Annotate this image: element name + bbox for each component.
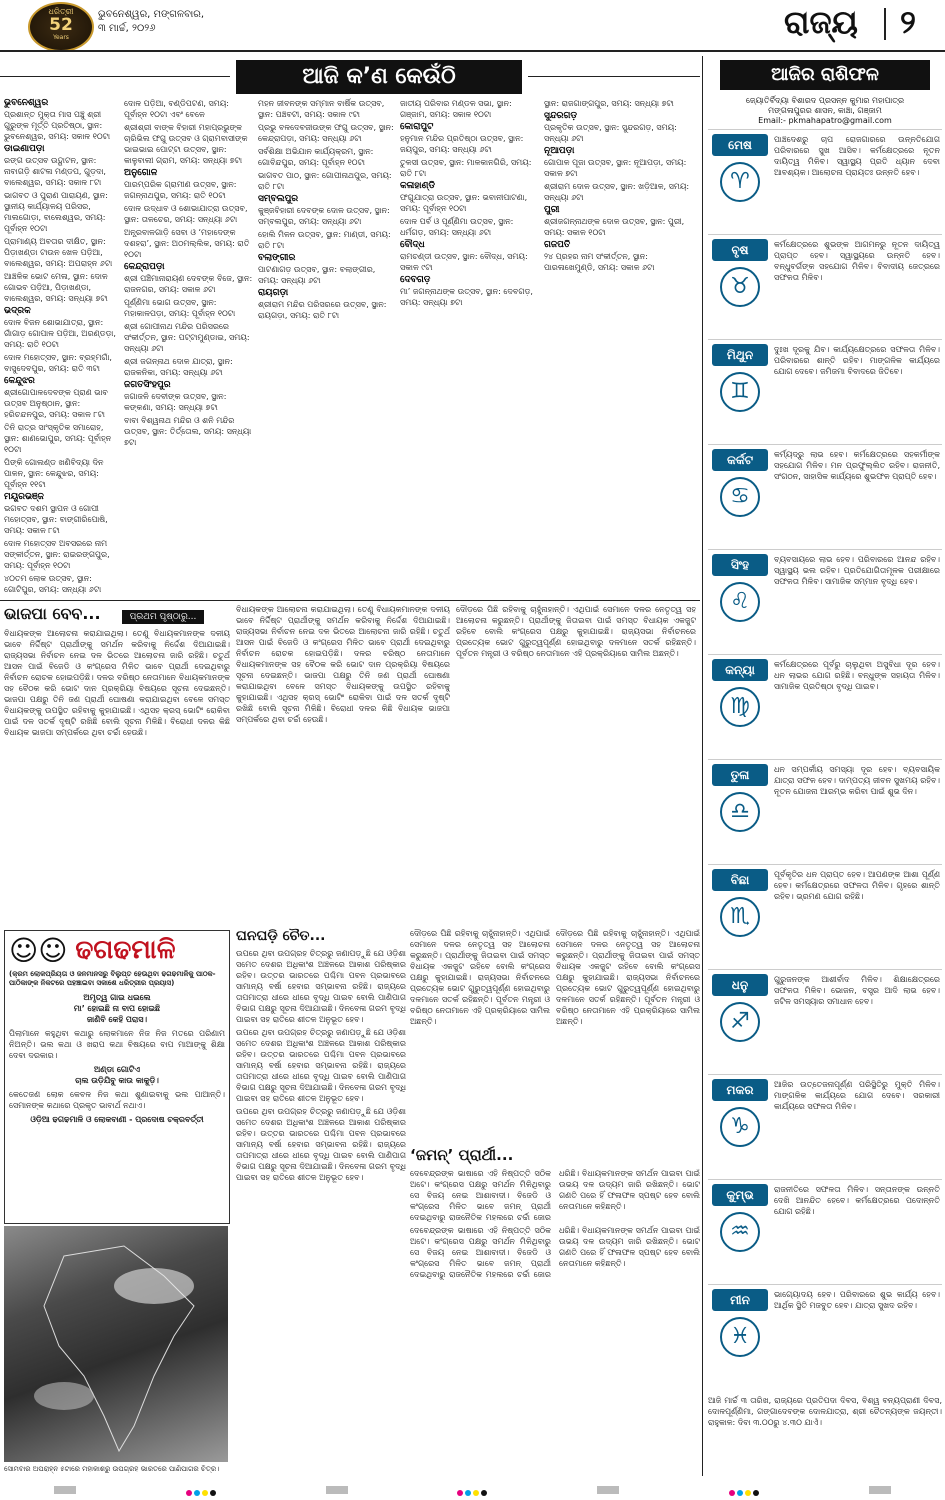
- registration-color-dot: [481, 1490, 487, 1496]
- zodiac-name-badge: ସିଂହ: [712, 554, 768, 576]
- event-entry: [544, 111, 696, 144]
- event-entry: [258, 253, 396, 286]
- event-district: ଭୁବନେଶ୍ୱର: [4, 98, 49, 108]
- ram-icon: ♈: [720, 162, 760, 202]
- scales-icon: ♎: [720, 792, 760, 832]
- zodiac-name-badge: ତୁଳା: [712, 764, 768, 786]
- event-entry: [124, 203, 254, 225]
- event-text: ଦୋଳ ମହୋତ୍ସବ ଅବସରରେ ନାମ ସଙ୍କୀର୍ତ୍ତନ, ସ୍ଥାନ: ରାଇରଙ୍ଗପୁର, ସମୟ: ପୂର୍ବାହ୍ନ ୧୦ଟା: [4, 539, 110, 570]
- event-text: ପିଙ୍କି ଗୋଲଣ୍ଡ ଖଣିବିଦ୍ୟା ଦିନ ପାଳନ, ସ୍ଥାନ: କେନ୍ଦୁଝର, ସମୟ: ପୂର୍ବାହ୍ନ ୧୧ଟା: [4, 458, 104, 489]
- event-text: ଭଗବତ ଦଶମ ସ୍ଥାପନ ଓ ଗୋପୀ ମହୋତ୍ସବ, ସ୍ଥାନ: ବାଙ୍ଗୀରିପୋଷି, ସମୟ: ସକାଳ ୮ଟା: [4, 504, 108, 535]
- dateline-date: ୩ ମାର୍ଚ୍ଚ, ୨୦୨୬: [98, 23, 156, 34]
- registration-color-dot: [729, 1490, 735, 1496]
- zodiac-prediction: କର୍ମକ୍ଷେତ୍ରରେ ଶୁଭଙ୍କ ଆଗମନରୁ ନୂତନ ଦାୟିତ୍ୱ ପ୍ରାପ୍ତ ହେବ। ସ୍ୱାସ୍ଥ୍ୟରେ ଉନ୍ନତି ହେବ। ବନ୍ଧୁବର୍ଗଙ୍କ ସହଯୋଗ ମିଳିବ। ବିବାଦୀୟ ଜେତ୍ରରେ ସଫଳତା ମିଳିବ।: [774, 240, 940, 282]
- zodiac-prediction: କର୍ମକ୍ଷେତ୍ରରେ ପୂର୍ବରୁ ଚାଲୁଥିବା ଅସୁବିଧା ଦୂର ହେବ। ଧନ ଲାଭର ଯୋଗ ରହିଛି। ବନ୍ଧୁଙ୍କ ସହାୟତା ମିଳିବ। ସାମାଜିକ ପ୍ରତିଷ୍ଠା ବୃଦ୍ଧି ପାଇବ।: [774, 660, 940, 691]
- event-district: କୋରାପୁଟ: [400, 122, 434, 132]
- event-district: କେନ୍ଦ୍ରାପଡ଼ା: [124, 262, 165, 272]
- anniversary-logo: [28, 2, 94, 52]
- zodiac-name-badge: କନ୍ୟା: [712, 659, 768, 681]
- event-text: ଶ୍ରୀଜଗନ୍ନାଥଙ୍କ ଦୋଳ ଉତ୍ସବ, ସ୍ଥାନ: ପୁରୀ, ସମୟ: ସକାଳ ୧୦ଟା: [544, 217, 685, 237]
- candidate-para-continued: ଦେବେନ୍ଦ୍ରଙ୍କ ଭାଷାରେ ଏହି ନିଷ୍ପତ୍ତି ସଠିକ ଅଟେ। କଂଗ୍ରେସ ପକ୍ଷରୁ ସମର୍ଥନ ମିଳିଥିବାରୁ ସେ ବିଜୟ ନେଇ ଆଶାବାଦୀ। ବିଜେଡି ଓ କଂଗ୍ରେସ ମିଳିତ ଭାବେ ଜମନ୍ ପ୍ରାର୍ଥୀ ଦେଇଥିବାରୁ ରାଜନୈତିକ ମହଲରେ ଚର୍ଚ୍ଚା ଜୋର ଧରିଛି। ବିଧାୟକମାନଙ୍କ ସମର୍ଥନ ପାଇବା ପାଇଁ ଉଭୟ ଦଳ ଉଦ୍ୟମ ଜାରି ରଖିଛନ୍ତି। ଭୋଟ ଗଣତି ପରେ ହିଁ ଫଳାଫଳ ସ୍ପଷ୍ଟ ହେବ ବୋଲି ନେତାମାନେ କହିଛନ୍ତି।: [410, 1226, 700, 1279]
- zodiac-name-badge: ଧନୁ: [712, 974, 768, 996]
- event-entry: [124, 262, 254, 295]
- event-text: ଦୋଳ ପର୍ବ ଓ ପୂର୍ଣ୍ଣିମା ଉତ୍ସବ, ସ୍ଥାନ: ଧର୍ମଗଡ଼, ସମୟ: ସନ୍ଧ୍ୟା ୬ଟା: [400, 217, 514, 237]
- registration-color-dot: [202, 1490, 208, 1496]
- event-entry: [258, 288, 396, 321]
- registration-color-dot: [457, 1490, 463, 1496]
- event-entry: [544, 98, 696, 109]
- event-text: ଦୋଳ ପଡ଼ିଆ, ବଣ୍ଡିପଟଣ, ସମୟ: ପୂର୍ବାହ୍ନ ୧୦ଟା ଏବଂ ବେଳେ: [124, 99, 229, 119]
- event-text: ଜାତୀୟ ପରିବାର ମଣ୍ଡଳ ସଭା, ସ୍ଥାନ: ଗଞ୍ଜାମ, ସମୟ: ସକାଳ ୧୦ଟା: [400, 99, 512, 119]
- event-text: ଦୋଳ ମହୋତ୍ସବ, ସ୍ଥାନ: ବ୍ରହ୍ମଗାଁ, ବାସୁଦେବପୁର, ସମୟ: ରାତି ୩ଟା: [4, 353, 112, 373]
- rashifal-sign-entry: [708, 654, 942, 759]
- event-text: ଫଗୁଯାତ୍ରା ଉତ୍ସବ, ସ୍ଥାନ: ଭବାନୀପାଟଣା, ସମୟ: ପୂର୍ବାହ୍ନ ୧୦ଟା: [400, 193, 528, 213]
- candidate-para: ଦେବେନ୍ଦ୍ରଙ୍କ ଭାଷାରେ ଏହି ନିଷ୍ପତ୍ତି ସଠିକ ଅଟେ। କଂଗ୍ରେସ ପକ୍ଷରୁ ସମର୍ଥନ ମିଳିଥିବାରୁ ସେ ବିଜୟ ନେଇ ଆଶାବାଦୀ। ବିଜେଡି ଓ କଂଗ୍ରେସ ମିଳିତ ଭାବେ ଜମନ୍ ପ୍ରାର୍ଥୀ ଦେଇଥିବାରୁ ରାଜନୈତିକ ମହଲରେ ଚର୍ଚ୍ଚା ଜୋର ଧରିଛି। ବିଧାୟକମାନଙ୍କ ସମର୍ଥନ ପାଇବା ପାଇଁ ଉଭୟ ଦଳ ଉଦ୍ୟମ ଜାରି ରଖିଛନ୍ତି। ଭୋଟ ଗଣତି ପରେ ହିଁ ଫଳାଫଳ ସ୍ପଷ୍ଟ ହେବ ବୋଲି ନେତାମାନେ କହିଛନ୍ତି।: [410, 1169, 700, 1222]
- continued-tag: ପ୍ରଥମ ପୃଷ୍ଠାରୁ...: [122, 610, 205, 624]
- event-entry: [124, 297, 254, 319]
- event-entry: [4, 538, 120, 571]
- dhagadhamali-credit: ଓଡ଼ିଆ ଢଗଢମାଳି ଓ ଲୋକବାଣୀ - ପ୍ରଦୋଷ ଚକ୍ରବର୍ତ୍ତୀ: [30, 1115, 204, 1124]
- event-district: ଜଗତସିଂହପୁର: [124, 380, 171, 390]
- event-text: ତୁଳସୀ ଉତ୍ସବ, ସ୍ଥାନ: ମାଳକାନଗିରି, ସମୟ: ରାତି ୮ଟା: [400, 158, 532, 178]
- rashifal-sign-entry: [708, 969, 942, 1074]
- registration-color-dot: [194, 1490, 200, 1496]
- event-text: ପ୍ରଭୁ ବଳଦେବଜୀଉଙ୍କ ଫଗୁ ଉତ୍ସବ, ସ୍ଥାନ: କେନ୍ଦ୍ରାପଡ଼ା, ସମୟ: ସନ୍ଧ୍ୟା ୬ଟା: [258, 123, 394, 143]
- event-text: ପାରମ୍ପରିକ ଗ୍ରାମୀଣ ଉତ୍ସବ, ସ୍ଥାନ: ଜଗନ୍ନାଥପୁର, ସମୟ: ରାତି ୧୦ଟା: [124, 180, 237, 200]
- event-district: ନୂଆପଡ଼ା: [544, 146, 575, 156]
- dhagadhamali-verse-1: ଅମୃତ୍ୱ ଗାଇ ଧଇଲେ ମା’ ହୋଇଛି ନା ବାପ ହୋଇଛି ଜାଣିବି କେହି ପରାସ।: [73, 993, 161, 1024]
- color-dots: [456, 1481, 488, 1500]
- event-entry: [124, 380, 254, 413]
- event-text: ଗୋପାଳ ପୂଜା ଉତ୍ସବ, ସ୍ଥାନ: ନୂଆପଡ଼ା, ସମୟ: ସକାଳ ୭ଟା: [544, 158, 687, 178]
- event-text: ରାମଚଣ୍ଡୀ ଉତ୍ସବ, ସ୍ଥାନ: ବୌଦ୍ଧ, ସମୟ: ସକାଳ ୯ଟା: [400, 252, 528, 272]
- event-district: କେନ୍ଦୁଝର: [4, 376, 35, 386]
- event-district: କଳାହାଣ୍ଡି: [400, 181, 436, 191]
- right-story-para: ଦୌଡ଼ରେ ପିଛି ରହିବାକୁ ଚାହୁଁନାହାନ୍ତି। ଏଥିପାଇଁ ସେମାନେ ଦଳର ନେତୃତ୍ୱ ସହ ଆଲୋଚନା କରୁଛନ୍ତି। ପ୍ରାର୍ଥୀଙ୍କୁ ଜିତାଇବା ପାଇଁ ସମସ୍ତ ବିଧାୟକ ଏକଜୁଟ ରହିବେ ବୋଲି କଂଗ୍ରେସ ପକ୍ଷରୁ କୁହାଯାଇଛି। ରାଜ୍ୟସଭା ନିର୍ବାଚନରେ ପ୍ରତ୍ୟେକ ଭୋଟ ଗୁରୁତ୍ୱପୂର୍ଣ୍ଣ ହୋଇଥିବାରୁ ଦଳମାନେ ସତର୍କ ରହିଛନ୍ତି। ପୂର୍ବତନ ମନ୍ତ୍ରୀ ଓ ବରିଷ୍ଠ ନେତାମାନେ ଏହି ପ୍ରକ୍ରିୟାରେ ସାମିଲ ଅଛନ୍ତି।: [556, 929, 700, 1026]
- print-registration-strip: [0, 1484, 945, 1496]
- zodiac-prediction: ବ୍ୟବସାୟରେ ଲାଭ ହେବ। ପରିବାରରେ ଆନନ୍ଦ ରହିବ। ସ୍ୱାସ୍ଥ୍ୟ ଭଲ ରହିବ। ପ୍ରତିଯୋଗିତାମୂଳକ ପରୀକ୍ଷାରେ ସଫଳତା ମିଳିବ। ସାମାଜିକ ସମ୍ମାନ ବୃଦ୍ଧି ହେବ।: [774, 555, 940, 586]
- event-entry: [400, 216, 540, 238]
- candidate-story: [410, 1146, 700, 1470]
- event-text: ସର୍ବଶିକ୍ଷା ଅଭିଯାନ କାର୍ଯ୍ୟକ୍ରମ, ସ୍ଥାନ: ଗୋବିନ୍ଦପୁର, ସମୟ: ପୂର୍ବାହ୍ନ ୧୦ଟା: [258, 147, 374, 167]
- bjp-story-column-3: ଦୌଡ଼ରେ ପିଛି ରହିବାକୁ ଚାହୁଁନାହାନ୍ତି। ଏଥିପାଇଁ ସେମାନେ ଦଳର ନେତୃତ୍ୱ ସହ ଆଲୋଚନା କରୁଛନ୍ତି। ପ୍ରାର୍ଥୀଙ୍କୁ ଜିତାଇବା ପାଇଁ ସମସ୍ତ ବିଧାୟକ ଏକଜୁଟ ରହିବେ ବୋଲି କଂଗ୍ରେସ ପକ୍ଷରୁ କୁହାଯାଇଛି। ରାଜ୍ୟସଭା ନିର୍ବାଚନରେ ପ୍ରତ୍ୟେକ ଭୋଟ ଗୁରୁତ୍ୱପୂର୍ଣ୍ଣ ହୋଇଥିବାରୁ ଦଳମାନେ ସତର୍କ ରହିଛନ୍ତି। ପୂର୍ବତନ ମନ୍ତ୍ରୀ ଓ ବରିଷ୍ଠ ନେତାମାନେ ଏହି ପ୍ରକ୍ରିୟାରେ ସାମିଲ ଅଛନ୍ତି।: [456, 605, 696, 658]
- zodiac-prediction: ଦୁଃଖ ଦୂରକୁ ଯିବ। କାର୍ଯ୍ୟକ୍ଷେତ୍ରରେ ସଫଳତା ମିଳିବ। ପରିବାରରେ ଶାନ୍ତି ରହିବ। ମାଙ୍ଗଳିକ କାର୍ଯ୍ୟରେ ଯୋଗ ଦେବେ। ଜମିଜମା ବିବାଦରେ ଜିତିବେ।: [774, 345, 940, 376]
- right-story: [556, 928, 700, 1140]
- events-column-5: [544, 98, 696, 598]
- event-entry: [400, 157, 540, 179]
- event-entry: [258, 194, 396, 227]
- rashifal-sign-entry: [708, 129, 942, 234]
- weather-para-continued-2: ଉପରେ ଥିବା ଉପଗ୍ରହ ଚିତ୍ରରୁ ଜଣାପଡ଼ୁଛି ଯେ ଓଡ଼ିଶା ସମେତ ଦେଶର ଅଧିକାଂଶ ଅଞ୍ଚଳରେ ଆକାଶ ପରିଷ୍କାର ରହିବ। ଉତ୍ତର ଭାରତରେ ପଶ୍ଚିମା ପବନ ପ୍ରଭାବରେ ସାମାନ୍ୟ ବର୍ଷା ହେବାର ସମ୍ଭାବନା ରହିଛି। ରାଜ୍ୟରେ ତାପମାତ୍ରା ଧୀରେ ଧୀରେ ବୃଦ୍ଧି ପାଇବ ବୋଲି ପାଣିପାଗ ବିଭାଗ ପକ୍ଷରୁ ସୂଚନା ଦିଆଯାଇଛି। ଦିନବେଳା ଗରମ ବୃଦ୍ଧି ପାଇବା ସହ ରାତିରେ ଶୀତଳ ଅନୁଭୂତ ହେବ।: [236, 1107, 406, 1182]
- registration-color-dot: [210, 1490, 216, 1496]
- candidate-headline: ‘ଜମନ୍’ ପ୍ରାର୍ଥୀ...: [410, 1146, 514, 1164]
- event-entry: [4, 236, 120, 269]
- event-text: ଶ୍ରୀ ଗୋପୀନାଥ ମନ୍ଦିର ପରିସରରେ ସଂକୀର୍ତ୍ତନ, ସ୍ଥାନ: ପଟ୍ଟାମୁଣ୍ଡାଇ, ସମୟ: ସନ୍ଧ୍ୟା ୬ଟା: [124, 322, 250, 353]
- event-entry: [258, 122, 396, 144]
- zodiac-name-badge: ବୃଷ: [712, 239, 768, 261]
- event-text: ଅନ୍ଧ୍ରବାଳଗାଡ଼ି ସେବା ଓ ‘ମହାଦେଙ୍କ ଦଶହରା’, ସ୍ଥାନ: ଅଠମଲ୍ଲିକ, ସମୟ: ରାତି ୧୦ଟା: [124, 228, 250, 259]
- event-entry: [124, 122, 254, 166]
- weather-headline: ଘନଘଡ଼ି ଚୈତ...: [236, 928, 326, 944]
- zodiac-name-badge: କର୍କଟ: [712, 449, 768, 471]
- event-entry: [4, 352, 120, 374]
- event-entry: [258, 170, 396, 192]
- event-district: ବଲାଙ୍ଗୀର: [258, 253, 296, 263]
- events-banner-rule-right: [528, 76, 700, 77]
- event-entry: [124, 356, 254, 378]
- archer-icon: ♐: [720, 1002, 760, 1042]
- rashifal-author: ଜ୍ୟୋତିର୍ବିଦ୍ୟା ବିଶାରଦ ପ୍ରସନ୍ନ କୁମାର ମହାପାତ୍ର: [745, 96, 905, 105]
- event-entry: [124, 98, 254, 120]
- event-entry: [400, 240, 540, 273]
- dhagadhamali-subtitle: (କ୍ରମ ଲୋକପ୍ରିୟତା ଓ ଜନମାନସରୁ ବିଲୁପ୍ତ ହେଉଥିବା ଢଗଢମାଳିକୁ ପାଠକ-ପାଠିକାଙ୍କ ନିକଟରେ ପହଞ୍ଚାଇବା ସକାଶେ ଧରିତ୍ରୀର ପ୍ରୟାସ): [9, 970, 216, 987]
- events-column-1: [4, 98, 120, 598]
- event-text: ଶ୍ରୀ ଜଗନ୍ନାଥ ଦୋଳ ଯାତ୍ରା, ସ୍ଥାନ: ରାଜକନିକା, ସମୟ: ସନ୍ଧ୍ୟା ୬ଟା: [124, 357, 233, 377]
- event-text: ପୂର୍ଣ୍ଣିମା ଭୋଗ ଉତ୍ସବ, ସ୍ଥାନ: ମହାକାଳପଡ଼ା, ସମୟ: ପୂର୍ବାହ୍ନ ୧୦ଟା: [124, 298, 236, 318]
- event-text: ବାବା ବିଶ୍ୱନାଥ ମନ୍ଦିର ଓ ଶନି ମନ୍ଦିର ଉତ୍ସବ, ସ୍ଥାନ: ତିର୍ତ୍ତୋଲ, ସମୟ: ସନ୍ଧ୍ୟା ୭ଟା: [124, 416, 252, 447]
- weather-para-continued: ଉପରେ ଥିବା ଉପଗ୍ରହ ଚିତ୍ରରୁ ଜଣାପଡ଼ୁଛି ଯେ ଓଡ଼ିଶା ସମେତ ଦେଶର ଅଧିକାଂଶ ଅଞ୍ଚଳରେ ଆକାଶ ପରିଷ୍କାର ରହିବ। ଉତ୍ତର ଭାରତରେ ପଶ୍ଚିମା ପବନ ପ୍ରଭାବରେ ସାମାନ୍ୟ ବର୍ଷା ହେବାର ସମ୍ଭାବନା ରହିଛି। ରାଜ୍ୟରେ ତାପମାତ୍ରା ଧୀରେ ଧୀରେ ବୃଦ୍ଧି ପାଇବ ବୋଲି ପାଣିପାଗ ବିଭାଗ ପକ୍ଷରୁ ସୂଚନା ଦିଆଯାଇଛି। ଦିନବେଳା ଗରମ ବୃଦ୍ଧି ପାଇବା ସହ ରାତିରେ ଶୀତଳ ଅନୁଭୂତ ହେବ।: [236, 1028, 406, 1103]
- zodiac-name-badge: କୁମ୍ଭ: [712, 1184, 768, 1206]
- cartoon-faces-icon: ☺☺: [9, 933, 68, 967]
- rashifal-sign-entry: [708, 339, 942, 444]
- zodiac-name-badge: ମିଥୁନ: [712, 344, 768, 366]
- event-district: ଡାଇଣାପଡ଼ା: [4, 144, 45, 154]
- registration-color-dot: [186, 1490, 192, 1496]
- zodiac-prediction: ପୂର୍ବକୃତିର ଧନ ପ୍ରାପ୍ତ ହେବ। ଆପଣଙ୍କ ଆଶା ପୂର୍ଣ୍ଣ ହେବ। କର୍ମକ୍ଷେତ୍ରରେ ସଫଳତା ମିଳିବ। ଗୃହରେ ଶାନ୍ତି ରହିବ। ଭ୍ରମଣ ଯୋଗ ରହିଛି।: [774, 870, 940, 901]
- event-district: ବୌଦ୍ଧ: [400, 240, 425, 250]
- maiden-icon: ♍: [720, 687, 760, 727]
- zodiac-prediction: ଧନ ସମ୍ପର୍କୀୟ ସମସ୍ୟା ଦୂର ହେବ। ବ୍ୟବସାୟିକ ଯାତ୍ରା ସଫଳ ହେବ। ଦାମ୍ପତ୍ୟ ଜୀବନ ସୁଖମୟ ରହିବ। ନୂତନ ଯୋଜନା ଆରମ୍ଭ କରିବା ପାଇଁ ଶୁଭ ଦିନ।: [774, 765, 940, 796]
- event-entry: [4, 98, 120, 142]
- event-text: ପ୍ରକୃତିକ ଉତ୍ସବ, ସ୍ଥାନ: ସୁନ୍ଦରଗଡ଼, ସମୟ: ସନ୍ଧ୍ୟା ୬ଟା: [544, 123, 677, 143]
- event-district: ଅନୁଗୋଳ: [124, 168, 158, 178]
- dhagadhamali-verse-2: ଅଣ୍ଡା ଗୋଟିଏ ଚାଲ ଉଡ଼ିଯିବୁ କାଉ କାକୁଡ଼ି।: [75, 1065, 159, 1085]
- rashifal-sign-entry: [708, 549, 942, 654]
- event-district: ସୁନ୍ଦରଗଡ଼: [544, 111, 578, 121]
- zodiac-prediction: ପାଞ୍ଚଦେଶରୁ ଚାପ ରୋଜଗାରରେ ଉନ୍ନତିଯୋଗ ପରିବାରରେ ସୁଖ ଆସିବ। କର୍ମକ୍ଷେତ୍ରରେ ନୂତନ ଦାୟିତ୍ୱ ମିଳିବ। ସ୍ୱାସ୍ଥ୍ୟ ପ୍ରତି ଧ୍ୟାନ ଦେବା ଆବଶ୍ୟକ। ଆଲୋଚନା ପ୍ରାୟତଃ ଉନ୍ନତି ହେବ।: [774, 135, 940, 177]
- registration-color-dot: [465, 1490, 471, 1496]
- event-district: ମୟୂରଭଞ୍ଜ: [4, 492, 44, 502]
- crab-icon: ♋: [720, 477, 760, 517]
- event-entry: [544, 146, 696, 179]
- event-text: ହୋଲି ମିଳନ ଉତ୍ସବ, ସ୍ଥାନ: ମାଣ୍ଡୀ, ସମୟ: ରାତି ୮ଟା: [258, 230, 391, 250]
- rashifal-footer: ଆଜି ମାର୍ଚ୍ଚ ୩ ତାରିଖ, ରାଜ୍ୟରେ ପ୍ରତିପଦା ଦିବସ, ବିଶ୍ୱ ବନ୍ୟପ୍ରାଣୀ ଦିବସ, ଦୋଳପୂର୍ଣ୍ଣିମା, ଗଙ୍ଗାଦେବଙ୍କ ଦୋଳଯାତ୍ରା, ଶ୍ରୀ ଚୈତନ୍ୟଙ୍କ ଜୟନ୍ତୀ। ରାହୁକାଳ: ଦିବା ୩.୦୦ରୁ ୪.୩୦ ଯାଏଁ।: [708, 1396, 942, 1427]
- event-text: ଭାଗବତ ପାଠ, ସ୍ଥାନ: ଗୋପୀନାଥପୁର, ସମୟ: ରାତି ୮ଟା: [258, 171, 392, 191]
- event-text: ରଙ୍ଗ ଉତ୍ସବ ଉଦ୍ଘାଟନ, ସ୍ଥାନ: ନାବାଗଡ଼ି ଶାଟଳା ମଣ୍ଡପ, ଗୁଡ଼ଦା, ବାଲେଶ୍ୱର, ସମୟ: ସକାଳ ୮ଟା: [4, 156, 106, 187]
- event-text: ଶ୍ରୀରାମ ମନ୍ଦିର ପରିସରରେ ଉତ୍ସବ, ସ୍ଥାନ: ରାୟଗଡ଼ା, ସମୟ: ରାତି ୮ଟା: [258, 300, 387, 320]
- event-entry: [258, 98, 396, 120]
- event-text: ପ୍ରାମାଣ୍ୟ ଅବତାର ଦୀକ୍ଷିତ, ସ୍ଥାନ: ପିଡ଼ାଖଣ୍ଡା ଟାଉନ ଖେଳ ପଡ଼ିଆ, ବାଲେଶ୍ୱର, ସମୟ: ଅପରାହ୍ନ ୬ଟା: [4, 237, 113, 268]
- zodiac-name-badge: ମୀନ: [712, 1289, 768, 1311]
- event-text: ତିନି ରାତ୍ର ସାଂସ୍କୃତିକ ସମାରୋହ, ସ୍ଥାନ: ଶାଣଭୋପୁର, ସମୟ: ପୂର୍ବାହ୍ନ ୧୦ଟା: [4, 423, 112, 454]
- rashifal-sign-entry: [708, 444, 942, 549]
- satellite-caption: ସୋମବାର ଅପରାହ୍ନ ୫ଟାରେ ମହାକାଶରୁ ଉପଗ୍ରହ ଭାରତରେ ପାଣିପାଗର ଚିତ୍ର।: [4, 1465, 220, 1473]
- lion-icon: ♌: [720, 582, 760, 622]
- event-text: ପ୍ରଶାନ୍ତ ମୁକ୍ତା ମାସ ପଞ୍ଚୁ ଶ୍ରୀ ଗୁରୁଙ୍କ ମୂର୍ତ୍ତି ପ୍ରତିଷ୍ଠା, ସ୍ଥାନ: ଭୁବନେଶ୍ୱର, ସମୟ: ସକାଳ ୧୦ଟା: [4, 110, 111, 141]
- dateline-place: ଭୁବନେଶ୍ୱର, ମଙ୍ଗଳବାର,: [98, 9, 205, 20]
- bjp-story-headline: ଭାଜପା ବେବ...: [4, 604, 101, 623]
- event-text: ଦୋଳ ଉଦ୍ଧାବ ଓ ଶୋଭାଯାତ୍ରା ଉତ୍ସବ, ସ୍ଥାନ: ତାଳଚେର, ସମୟ: ସନ୍ଧ୍ୟା ୬ଟା: [124, 204, 248, 224]
- fish-icon: ♓: [720, 1317, 760, 1357]
- event-entry: [124, 227, 254, 260]
- scorpion-icon: ♏: [720, 897, 760, 937]
- registration-color-dot: [737, 1490, 743, 1496]
- event-entry: [544, 181, 696, 203]
- bjp-story-column-2: ବିଧାୟକଙ୍କ ଆଲୋଚନା କରାଯାଇଥିଲା। ତେଣୁ ବିଧାୟକମାନଙ୍କ ଦଳୀୟ ଭାବେ ନିର୍ଦ୍ଦିଷ୍ଟ ପ୍ରାର୍ଥୀଙ୍କୁ ସମର୍ଥନ କରିବାକୁ ନିର୍ଦ୍ଦେଶ ଦିଆଯାଇଛି। ରାଜ୍ୟସଭା ନିର୍ବାଚନ ନେଇ ଦଳ ଭିତରେ ଆଲୋଚନା ଜାରି ରହିଛି। ଚତୁର୍ଥ ଆସନ ପାଇଁ ବିଜେଡି ଓ କଂଗ୍ରେସ ମିଳିତ ଭାବେ ପ୍ରାର୍ଥୀ ଦେଇଥିବାରୁ ନିର୍ବାଚନ ରୋଚକ ହୋଇପଡ଼ିଛି। ଦଳର ବରିଷ୍ଠ ନେତାମାନେ ବିଧାୟକମାନଙ୍କ ସହ ବୈଠକ କରି ଭୋଟ ଦାନ ପ୍ରକ୍ରିୟା ବିଷୟରେ ସୂଚନା ଦେଇଛନ୍ତି। ଭାଜପା ପକ୍ଷରୁ ତିନି ଜଣ ପ୍ରାର୍ଥୀ ଘୋଷଣା କରାଯାଇଥିବା ବେଳେ ସମସ୍ତ ବିଧାୟକଙ୍କୁ ଉପସ୍ଥିତ ରହିବାକୁ କୁହାଯାଇଛି। ଏଥିସହ କ୍ରସ୍ ଭୋଟିଂ ରୋକିବା ପାଇଁ ଦଳ ସତର୍କ ଦୃଷ୍ଟି ରଖିଛି ବୋଲି ସୂଚନା ମିଳିଛି। ବିରୋଧୀ ଦଳର କିଛି ବିଧାୟକ ଭାଜପା ସମ୍ପର୍କରେ ଥିବା ଚର୍ଚ୍ଚା ହେଉଛି।: [236, 605, 450, 724]
- dhagadhamali-para-1: ପିଲାମାନେ କହୁଥିବା କଥାରୁ ଲୋକମାନେ ନିଜ ନିଜ ମତରେ ପରିଣାମ ନିଅନ୍ତି। ଭଲ କଥା ଓ ଖରାପ କଥା ବିଷୟରେ ବାପ ମାଆଙ୍କୁ ଶିକ୍ଷା ଦେବା ଦରକାର।: [9, 1029, 225, 1060]
- event-entry: [258, 229, 396, 251]
- event-entry: [4, 573, 120, 595]
- event-text: କୁଞ୍ଜବିହାରୀ ଦେବଙ୍କ ଦୋଳ ଉତ୍ସବ, ସ୍ଥାନ: ସମ୍ବଲପୁର, ସମୟ: ସନ୍ଧ୍ୟା ୬ଟା: [258, 206, 390, 226]
- event-entry: [124, 321, 254, 354]
- candidate-story-top: [410, 928, 550, 1140]
- weather-para: ଉପରେ ଥିବା ଉପଗ୍ରହ ଚିତ୍ରରୁ ଜଣାପଡ଼ୁଛି ଯେ ଓଡ଼ିଶା ସମେତ ଦେଶର ଅଧିକାଂଶ ଅଞ୍ଚଳରେ ଆକାଶ ପରିଷ୍କାର ରହିବ। ଉତ୍ତର ଭାରତରେ ପଶ୍ଚିମା ପବନ ପ୍ରଭାବରେ ସାମାନ୍ୟ ବର୍ଷା ହେବାର ସମ୍ଭାବନା ରହିଛି। ରାଜ୍ୟରେ ତାପମାତ୍ରା ଧୀରେ ଧୀରେ ବୃଦ୍ଧି ପାଇବ ବୋଲି ପାଣିପାଗ ବିଭାଗ ପକ୍ଷରୁ ସୂଚନା ଦିଆଯାଇଛି। ଦିନବେଳା ଗରମ ବୃଦ୍ଧି ପାଇବା ସହ ରାତିରେ ଶୀତଳ ଅନୁଭୂତ ହେବ।: [236, 949, 406, 1024]
- twins-icon: ♊: [720, 372, 760, 412]
- registration-color-dot: [753, 1490, 759, 1496]
- event-text: ଭାଗବତ ଓ ପୁରାଣ ପାରାୟଣ, ସ୍ଥାନ: ସ୍ଥାନୀୟ କାର୍ଯ୍ୟାଳୟ ପରିସର, ମାଲଗୋଡ଼ା, ବାଲେଶ୍ୱର, ସମୟ: ପୂର୍ବାହ୍ନ ୧୦ଟା: [4, 191, 108, 233]
- event-district: ପୁରୀ: [544, 205, 560, 215]
- zodiac-name-badge: ମେଷ: [712, 134, 768, 156]
- events-column-2: [124, 98, 254, 598]
- events-column-3: [258, 98, 396, 598]
- event-district: ଭଦ୍ରକ: [4, 306, 31, 316]
- masthead-divider: [884, 8, 886, 40]
- event-text: ୪୦ତମ ଲୋକ ଉତ୍ସବ, ସ୍ଥାନ: ଗୋଟିପୁର, ସମୟ: ସନ୍ଧ୍ୟା ୬ଟା: [4, 574, 102, 594]
- event-text: ଶ୍ରୀ ପଞ୍ଚିମାନାରାୟଣ ଦେବଙ୍କ ବିଜେ, ସ୍ଥାନ: ରାଜନଗର, ସମୟ: ସକାଳ ୬ଟା: [124, 274, 253, 294]
- event-text: ହନୁମାନ ମନ୍ଦିର ପ୍ରତିଷ୍ଠା ଉତ୍ସବ, ସ୍ଥାନ: ଜୟପୁର, ସମୟ: ସନ୍ଧ୍ୟା ୬ଟା: [400, 134, 524, 154]
- event-entry: [4, 190, 120, 234]
- event-entry: [4, 492, 120, 536]
- event-district: ରାୟଗଡ଼ା: [258, 288, 289, 298]
- dateline: [98, 8, 318, 36]
- event-text: ଶ୍ରୀଶ୍ରୀ ବାଙ୍କ ବିହାରୀ ମହାପ୍ରଭୁଙ୍କ ଚାରିଭିଲ ଫଗୁ ଉତ୍ସବ ଓ ଗ୍ରାମବାସୀଙ୍କ ଭାଇଭାଇ ପୋଟ୍ଟା ଉତ୍ସବ, ସ୍ଥାନ: କାଳୁବାଲୀ ଗ୍ରାମ, ସମୟ: ସନ୍ଧ୍ୟା ୭ଟା: [124, 123, 248, 165]
- registration-bar: [869, 1486, 891, 1494]
- rashifal-sign-entry: [708, 1074, 942, 1179]
- event-text: ପାଟଣାଗଡ଼ ଉତ୍ସବ, ସ୍ଥାନ: ବଲାଙ୍ଗୀର, ସମୟ: ସନ୍ଧ୍ୟା ୬ଟା: [258, 265, 376, 285]
- color-dots: [728, 1481, 760, 1500]
- event-entry: [4, 306, 120, 350]
- event-entry: [544, 205, 696, 238]
- event-entry: [4, 271, 120, 304]
- rashifal-sign-entry: [708, 234, 942, 339]
- goat-icon: ♑: [720, 1107, 760, 1147]
- zodiac-prediction: ଭାଗ୍ୟୋଦୟ ହେବ। ପରିବାରରେ ଶୁଭ କାର୍ଯ୍ୟ ହେବ। ଆର୍ଥିକ ସ୍ଥିତି ମଜବୁତ ହେବ। ଯାତ୍ରା ସୁଖଦ ରହିବ।: [774, 1290, 940, 1310]
- dhagadhamali-title: ଢଗଢମାଳି: [75, 935, 176, 965]
- rashifal-email: Email:- pkmahapatro@gmail.com: [758, 116, 892, 125]
- event-text: ସ୍ଥାନ: ରାଜଗାଙ୍ଗପୁର, ସମୟ: ସନ୍ଧ୍ୟା ୭ଟା: [544, 99, 674, 108]
- event-district: ସମ୍ବଲପୁର: [258, 194, 299, 204]
- event-entry: [400, 122, 540, 155]
- registration-color-dot: [745, 1490, 751, 1496]
- events-column-4: [400, 98, 540, 598]
- events-bottom-rule: [0, 600, 700, 601]
- event-text: ମା’ ଜଗନ୍ନାଥଙ୍କ ଉତ୍ସବ, ସ୍ଥାନ: ଦେବଗଡ଼, ସମୟ: ସନ୍ଧ୍ୟା ୭ଟା: [400, 287, 533, 307]
- event-text: ଶ୍ରୀରାମ ଦୋଳ ଉତ୍ସବ, ସ୍ଥାନ: ଖଡ଼ିଆଳ, ସମୟ: ସନ୍ଧ୍ୟା ୬ଟା: [544, 182, 690, 202]
- rashifal-signs: [708, 129, 942, 1389]
- candidate-lead-para: ଦୌଡ଼ରେ ପିଛି ରହିବାକୁ ଚାହୁଁନାହାନ୍ତି। ଏଥିପାଇଁ ସେମାନେ ଦଳର ନେତୃତ୍ୱ ସହ ଆଲୋଚନା କରୁଛନ୍ତି। ପ୍ରାର୍ଥୀଙ୍କୁ ଜିତାଇବା ପାଇଁ ସମସ୍ତ ବିଧାୟକ ଏକଜୁଟ ରହିବେ ବୋଲି କଂଗ୍ରେସ ପକ୍ଷରୁ କୁହାଯାଇଛି। ରାଜ୍ୟସଭା ନିର୍ବାଚନରେ ପ୍ରତ୍ୟେକ ଭୋଟ ଗୁରୁତ୍ୱପୂର୍ଣ୍ଣ ହୋଇଥିବାରୁ ଦଳମାନେ ସତର୍କ ରହିଛନ୍ତି। ପୂର୍ବତନ ମନ୍ତ୍ରୀ ଓ ବରିଷ୍ଠ ନେତାମାନେ ଏହି ପ୍ରକ୍ରିୟାରେ ସାମିଲ ଅଛନ୍ତି।: [410, 929, 550, 1026]
- rashifal-sign-entry: [708, 1284, 942, 1389]
- rashifal-title: ଆଜିର ରାଶିଫଳ: [720, 60, 930, 90]
- event-entry: [124, 415, 254, 448]
- section-title: ରାଜ୍ୟ: [784, 3, 858, 41]
- water-bearer-icon: ♒: [720, 1212, 760, 1252]
- logo-badge-bottom: Years: [53, 34, 69, 41]
- registration-bar: [597, 1486, 619, 1494]
- zodiac-prediction: ଗୁରୁଜନଙ୍କ ଆଶୀର୍ବାଦ ମିଳିବ। ଶିକ୍ଷାକ୍ଷେତ୍ରରେ ସଫଳତା ମିଳିବ। ଭୋଜନ, ବସ୍ତ୍ର ଆଦି ଲାଭ ହେବ। ଜଟିଳ ସମସ୍ୟାର ସମାଧାନ ହେବ।: [774, 975, 940, 1006]
- zodiac-name-badge: ମକର: [712, 1079, 768, 1101]
- event-entry: [544, 240, 696, 273]
- event-entry: [4, 457, 120, 490]
- masthead: [0, 0, 945, 52]
- masthead-rule: [0, 50, 945, 52]
- rashifal-sign-entry: [708, 864, 942, 969]
- event-entry: [4, 422, 120, 455]
- rashifal-sign-entry: [708, 759, 942, 864]
- satellite-weather-image: [4, 1226, 228, 1462]
- event-entry: [400, 181, 540, 214]
- event-entry: [4, 144, 120, 188]
- registration-color-dot: [473, 1490, 479, 1496]
- zodiac-prediction: ରାଜନୀତିରେ ସଫଳତା ମିଳିବ। ସନ୍ତାନଙ୍କ ଉନ୍ନତି ଦେଖି ଆନନ୍ଦିତ ହେବେ। କର୍ମକ୍ଷେତ୍ରରେ ପଦୋନ୍ନତି ଯୋଗ ରହିଛି।: [774, 1185, 940, 1216]
- rashifal-divider: [702, 56, 703, 1476]
- event-district: ଗଜପତି: [544, 240, 571, 250]
- event-entry: [124, 168, 254, 201]
- event-entry: [400, 275, 540, 308]
- zodiac-name-badge: ବିଛା: [712, 869, 768, 891]
- registration-bar: [54, 1486, 76, 1494]
- dhagadhamali-box: [4, 930, 230, 1224]
- event-text: ଦୋଳ ବିଜନ ଶୋଭାଯାତ୍ରା, ସ୍ଥାନ: ଗାଁଗାଡ଼ ଗୋପାଳ ପଡ଼ିଆ, ଅରଣ୍ଡଡ଼ା, ସମୟ: ରାତି ୧୦ଟା: [4, 318, 116, 349]
- events-banner: ଆଜି କ’ଣ କେଉଁଠି: [236, 60, 522, 94]
- event-text: ୨୪ ପ୍ରହର ନାମ ସଂକୀର୍ତ୍ତନ, ସ୍ଥାନ: ପାରଳାଖେମୁଣ୍ଡି, ସମୟ: ସକାଳ ୬ଟା: [544, 252, 655, 272]
- bjp-story-column-1: ବିଧାୟକଙ୍କ ଆଲୋଚନା କରାଯାଇଥିଲା। ତେଣୁ ବିଧାୟକମାନଙ୍କ ଦଳୀୟ ଭାବେ ନିର୍ଦ୍ଦିଷ୍ଟ ପ୍ରାର୍ଥୀଙ୍କୁ ସମର୍ଥନ କରିବାକୁ ନିର୍ଦ୍ଦେଶ ଦିଆଯାଇଛି। ରାଜ୍ୟସଭା ନିର୍ବାଚନ ନେଇ ଦଳ ଭିତରେ ଆଲୋଚନା ଜାରି ରହିଛି। ଚତୁର୍ଥ ଆସନ ପାଇଁ ବିଜେଡି ଓ କଂଗ୍ରେସ ମିଳିତ ଭାବେ ପ୍ରାର୍ଥୀ ଦେଇଥିବାରୁ ନିର୍ବାଚନ ରୋଚକ ହୋଇପଡ଼ିଛି। ଦଳର ବରିଷ୍ଠ ନେତାମାନେ ବିଧାୟକମାନଙ୍କ ସହ ବୈଠକ କରି ଭୋଟ ଦାନ ପ୍ରକ୍ରିୟା ବିଷୟରେ ସୂଚନା ଦେଇଛନ୍ତି। ଭାଜପା ପକ୍ଷରୁ ତିନି ଜଣ ପ୍ରାର୍ଥୀ ଘୋଷଣା କରାଯାଇଥିବା ବେଳେ ସମସ୍ତ ବିଧାୟକଙ୍କୁ ଉପସ୍ଥିତ ରହିବାକୁ କୁହାଯାଇଛି। ଏଥିସହ କ୍ରସ୍ ଭୋଟିଂ ରୋକିବା ପାଇଁ ଦଳ ସତର୍କ ଦୃଷ୍ଟି ରଖିଛି ବୋଲି ସୂଚନା ମିଳିଛି। ବିରୋଧୀ ଦଳର କିଛି ବିଧାୟକ ଭାଜପା ସମ୍ପର୍କରେ ଥିବା ଚର୍ଚ୍ଚା ହେଉଛି।: [4, 629, 230, 737]
- zodiac-prediction: ଆଜିର ଉତ୍ତେଜନାପୂର୍ଣ୍ଣ ପରିସ୍ଥିତିରୁ ମୁକ୍ତି ମିଳିବ। ମାଙ୍ଗଳିକ କାର୍ଯ୍ୟରେ ଯୋଗ ଦେବେ। ସରକାରୀ କାର୍ଯ୍ୟରେ ସଫଳତା ମିଳିବ।: [774, 1080, 940, 1111]
- event-district: ଦେବଗଡ଼: [400, 275, 431, 285]
- event-text: ଶ୍ରୀଗୋପାଳଦେବଙ୍କ ପ୍ରାଣ ଭାବ ଉତ୍ସବ ଅନୁଷ୍ଠାନ, ସ୍ଥାନ: ହରିଚନ୍ଦନପୁର, ସମୟ: ସକାଳ ୮ଟା: [4, 388, 108, 419]
- page-number: ୨: [900, 3, 916, 41]
- event-entry: [4, 376, 120, 420]
- registration-bar: [326, 1486, 348, 1494]
- color-dots: [185, 1481, 217, 1500]
- dhagadhamali-para-2: କେତେଜଣ ଲୋକ କେବଳ ନିଜ କଥା ଶୁଣାଇବାକୁ ଭଲ ପାଆନ୍ତି। ସେମାନଙ୍କ କଥାରେ ପ୍ରକୃତ ଭାବାର୍ଥ ନଥାଏ।: [9, 1090, 225, 1110]
- logo-badge-number: 52: [49, 15, 73, 35]
- weather-story: [236, 928, 406, 1468]
- event-text: ଆଞ୍ଚଳିକ ଭୋଟ ମେଳା, ସ୍ଥାନ: ଦୋଳ ଗୋଭବ ପଡ଼ିଆ, ପିଡ଼ାଖଣ୍ଡା, ବାଲେଶ୍ୱର, ସମୟ: ସନ୍ଧ୍ୟା ୭ଟା: [4, 272, 108, 303]
- event-entry: [400, 98, 540, 120]
- logo-badge-top: ଧରିତ୍ରୀ: [48, 7, 74, 16]
- event-entry: [258, 146, 396, 168]
- rashifal-panel: [708, 60, 942, 1472]
- zodiac-prediction: କର୍ମ୍ୟଦ୍ରୁ ଲାଭ ହେବ। କର୍ମକ୍ଷେତ୍ରରେ ସହକର୍ମୀଙ୍କ ସହଯୋଗ ମିଳିବ। ମନ ପ୍ରଫୁଲ୍ଲିତ ରହିବ। ରାଜନୀତି, ସଂଗଠନ, ସାହାସିକ କାର୍ଯ୍ୟରେ ଶୁଭଫଳ ପ୍ରାପ୍ତି ହେବ।: [774, 450, 940, 481]
- bull-icon: ♉: [720, 267, 760, 307]
- event-text: ମହନ ଜୀବନଙ୍କ ସମ୍ମାନ ବାର୍ଷିକ ଉତ୍ସବ, ସ୍ଥାନ: ପଞ୍ଚବଟୀ, ସମୟ: ସକାଳ ୯ଟା: [258, 99, 385, 119]
- india-outline-map: [4, 1226, 228, 1462]
- rashifal-address: ମଙ୍ଗଳାପୁରର ଶାସନ, କାଞ୍ଚା, ଗଞ୍ଜାମ: [768, 106, 882, 115]
- event-text: ଜଗାଜଳି ଦେବୀଙ୍କ ଉତ୍ସବ, ସ୍ଥାନ: କଙ୍କଣା, ସମୟ: ସନ୍ଧ୍ୟା ୭ଟା: [124, 392, 227, 412]
- rashifal-sign-entry: [708, 1179, 942, 1284]
- events-banner-rule-left: [0, 76, 230, 77]
